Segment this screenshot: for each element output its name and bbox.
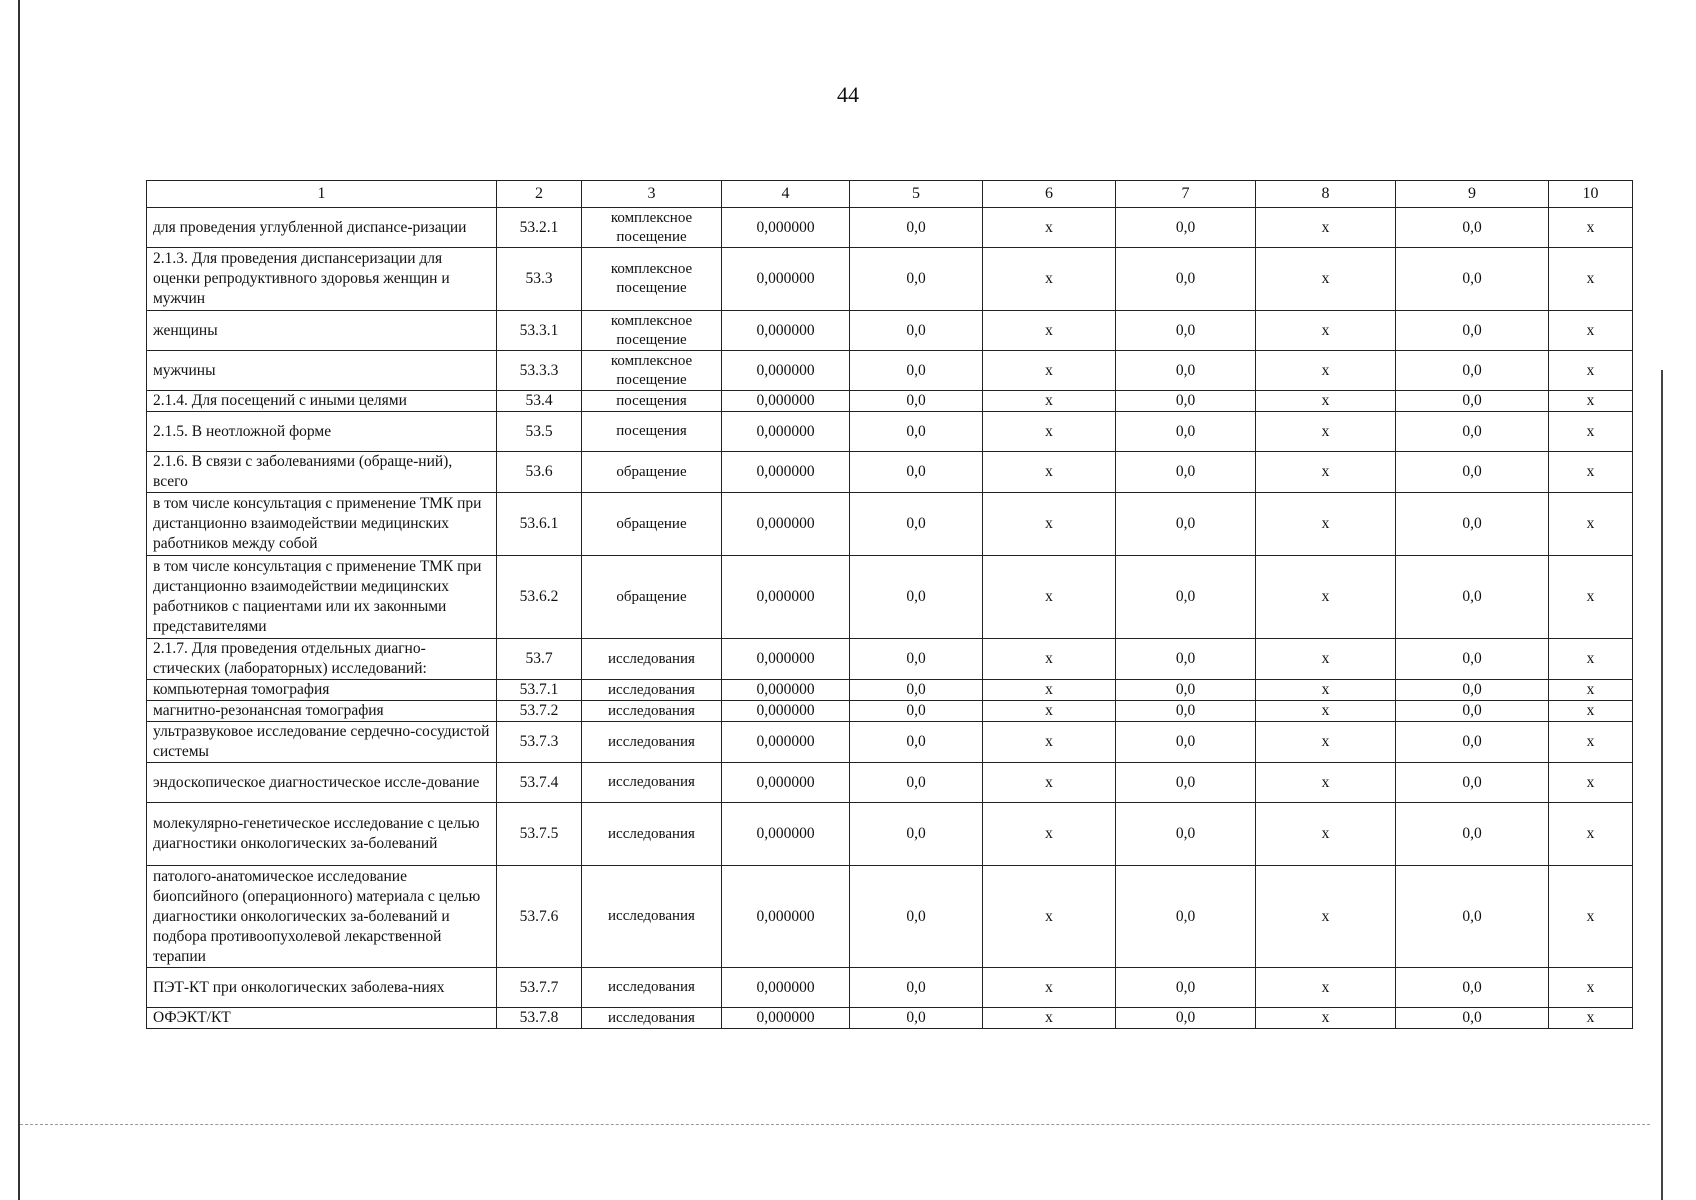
row-unit-cell: исследования [582, 639, 722, 680]
row-col10-cell: х [1549, 311, 1633, 351]
row-col7-cell: 0,0 [1116, 556, 1256, 639]
row-col6-cell: х [983, 391, 1116, 412]
row-col10-cell: х [1549, 722, 1633, 763]
row-col7-cell: 0,0 [1116, 866, 1256, 968]
row-code-cell: 53.7.5 [497, 803, 582, 866]
row-col9-cell: 0,0 [1396, 701, 1549, 722]
row-name-cell: в том числе консультация с применение ТМК при дистанционно взаимодействии медицинских работников с пациентами или их законными представителями [147, 556, 497, 639]
row-code-cell: 53.2.1 [497, 208, 582, 248]
row-col7-cell: 0,0 [1116, 722, 1256, 763]
row-col8-cell: х [1256, 866, 1396, 968]
column-header-2: 2 [497, 181, 582, 208]
table-row [147, 311, 1633, 351]
row-col4-cell: 0,000000 [722, 351, 850, 391]
row-name-cell: ОФЭКТ/КТ [147, 1008, 497, 1029]
row-code-cell: 53.7 [497, 639, 582, 680]
row-col7-cell: 0,0 [1116, 391, 1256, 412]
row-col6-cell: х [983, 351, 1116, 391]
row-col8-cell: х [1256, 763, 1396, 803]
row-col10-cell: х [1549, 639, 1633, 680]
row-col4-cell: 0,000000 [722, 493, 850, 556]
row-col5-cell: 0,0 [850, 248, 983, 311]
row-col10-cell: х [1549, 452, 1633, 493]
table-row [147, 763, 1633, 803]
row-col7-cell: 0,0 [1116, 208, 1256, 248]
row-col6-cell: х [983, 763, 1116, 803]
row-unit-cell: исследования [582, 701, 722, 722]
row-name-cell: 2.1.6. В связи с заболеваниями (обраще-ний), всего [147, 452, 497, 493]
table-row [147, 722, 1633, 763]
row-col10-cell: х [1549, 493, 1633, 556]
row-name-cell: ПЭТ-КТ при онкологических заболева-ниях [147, 968, 497, 1008]
right-margin-rule [1661, 370, 1663, 1200]
left-margin-rule [18, 0, 20, 1200]
row-col7-cell: 0,0 [1116, 763, 1256, 803]
row-col5-cell: 0,0 [850, 311, 983, 351]
row-col9-cell: 0,0 [1396, 803, 1549, 866]
row-col5-cell: 0,0 [850, 701, 983, 722]
row-col9-cell: 0,0 [1396, 1008, 1549, 1029]
row-col8-cell: х [1256, 701, 1396, 722]
row-col6-cell: х [983, 803, 1116, 866]
page-number: 44 [837, 82, 859, 107]
column-header-10: 10 [1549, 181, 1633, 208]
row-col10-cell: х [1549, 763, 1633, 803]
table-row [147, 556, 1633, 639]
row-col6-cell: х [983, 1008, 1116, 1029]
row-col8-cell: х [1256, 968, 1396, 1008]
column-header-4: 4 [722, 181, 850, 208]
row-unit-cell: исследования [582, 866, 722, 968]
row-col7-cell: 0,0 [1116, 803, 1256, 866]
row-code-cell: 53.3.1 [497, 311, 582, 351]
row-col5-cell: 0,0 [850, 680, 983, 701]
row-col9-cell: 0,0 [1396, 680, 1549, 701]
column-header-9: 9 [1396, 181, 1549, 208]
row-col6-cell: х [983, 701, 1116, 722]
row-col5-cell: 0,0 [850, 639, 983, 680]
row-unit-cell: исследования [582, 968, 722, 1008]
row-code-cell: 53.7.3 [497, 722, 582, 763]
row-name-cell: мужчины [147, 351, 497, 391]
row-name-cell: патолого-анатомическое исследование биопсийного (операционного) материала с целью диагностики онкологических за-болеваний и подбора противоопухолевой лекарственной терапии [147, 866, 497, 968]
row-col6-cell: х [983, 248, 1116, 311]
row-col7-cell: 0,0 [1116, 452, 1256, 493]
row-code-cell: 53.7.2 [497, 701, 582, 722]
row-col8-cell: х [1256, 493, 1396, 556]
row-col5-cell: 0,0 [850, 763, 983, 803]
row-col9-cell: 0,0 [1396, 866, 1549, 968]
row-code-cell: 53.7.1 [497, 680, 582, 701]
row-col5-cell: 0,0 [850, 866, 983, 968]
row-col4-cell: 0,000000 [722, 208, 850, 248]
row-col9-cell: 0,0 [1396, 452, 1549, 493]
row-col4-cell: 0,000000 [722, 639, 850, 680]
row-col8-cell: х [1256, 1008, 1396, 1029]
table-row [147, 866, 1633, 968]
row-col9-cell: 0,0 [1396, 763, 1549, 803]
row-code-cell: 53.6.2 [497, 556, 582, 639]
row-col5-cell: 0,0 [850, 968, 983, 1008]
row-col5-cell: 0,0 [850, 208, 983, 248]
row-col8-cell: х [1256, 248, 1396, 311]
column-header-8: 8 [1256, 181, 1396, 208]
row-name-cell: женщины [147, 311, 497, 351]
row-col6-cell: х [983, 968, 1116, 1008]
row-name-cell: в том числе консультация с применение ТМК при дистанционно взаимодействии медицинских работников между собой [147, 493, 497, 556]
table-row [147, 680, 1633, 701]
row-code-cell: 53.7.4 [497, 763, 582, 803]
row-name-cell: 2.1.7. Для проведения отдельных диагно-стических (лабораторных) исследований: [147, 639, 497, 680]
row-col4-cell: 0,000000 [722, 722, 850, 763]
row-unit-cell: комплексное посещение [582, 248, 722, 311]
row-col10-cell: х [1549, 803, 1633, 866]
table-row [147, 351, 1633, 391]
row-unit-cell: исследования [582, 722, 722, 763]
row-unit-cell: комплексное посещение [582, 208, 722, 248]
row-unit-cell: исследования [582, 1008, 722, 1029]
row-col10-cell: х [1549, 968, 1633, 1008]
row-col8-cell: х [1256, 680, 1396, 701]
row-col8-cell: х [1256, 391, 1396, 412]
row-unit-cell: обращение [582, 493, 722, 556]
row-col10-cell: х [1549, 208, 1633, 248]
row-col10-cell: х [1549, 701, 1633, 722]
row-col8-cell: х [1256, 639, 1396, 680]
row-col9-cell: 0,0 [1396, 391, 1549, 412]
row-col4-cell: 0,000000 [722, 248, 850, 311]
row-col10-cell: х [1549, 248, 1633, 311]
row-name-cell: компьютерная томография [147, 680, 497, 701]
row-unit-cell: обращение [582, 452, 722, 493]
row-col4-cell: 0,000000 [722, 866, 850, 968]
row-col7-cell: 0,0 [1116, 412, 1256, 452]
row-col4-cell: 0,000000 [722, 556, 850, 639]
row-unit-cell: посещения [582, 391, 722, 412]
row-col5-cell: 0,0 [850, 803, 983, 866]
row-col4-cell: 0,000000 [722, 452, 850, 493]
row-col6-cell: х [983, 412, 1116, 452]
row-col9-cell: 0,0 [1396, 493, 1549, 556]
row-col7-cell: 0,0 [1116, 248, 1256, 311]
footer-scan-line [20, 1124, 1650, 1125]
column-header-5: 5 [850, 181, 983, 208]
row-col6-cell: х [983, 452, 1116, 493]
row-unit-cell: комплексное посещение [582, 311, 722, 351]
row-col5-cell: 0,0 [850, 351, 983, 391]
row-col5-cell: 0,0 [850, 391, 983, 412]
row-name-cell: магнитно-резонансная томография [147, 701, 497, 722]
table-row [147, 803, 1633, 866]
table-row [147, 452, 1633, 493]
row-col8-cell: х [1256, 208, 1396, 248]
row-col4-cell: 0,000000 [722, 763, 850, 803]
row-unit-cell: исследования [582, 803, 722, 866]
row-col9-cell: 0,0 [1396, 722, 1549, 763]
row-code-cell: 53.6 [497, 452, 582, 493]
row-name-cell: 2.1.3. Для проведения диспансеризации для оценки репродуктивного здоровья женщин и мужчин [147, 248, 497, 311]
row-col7-cell: 0,0 [1116, 639, 1256, 680]
row-code-cell: 53.6.1 [497, 493, 582, 556]
table-row [147, 968, 1633, 1008]
row-col8-cell: х [1256, 722, 1396, 763]
row-unit-cell: обращение [582, 556, 722, 639]
row-col9-cell: 0,0 [1396, 412, 1549, 452]
row-col6-cell: х [983, 639, 1116, 680]
row-col8-cell: х [1256, 803, 1396, 866]
row-col10-cell: х [1549, 351, 1633, 391]
row-col6-cell: х [983, 311, 1116, 351]
row-unit-cell: посещения [582, 412, 722, 452]
row-col9-cell: 0,0 [1396, 208, 1549, 248]
table-row [147, 1008, 1633, 1029]
row-col4-cell: 0,000000 [722, 803, 850, 866]
row-col9-cell: 0,0 [1396, 248, 1549, 311]
row-col8-cell: х [1256, 311, 1396, 351]
row-code-cell: 53.7.6 [497, 866, 582, 968]
row-col6-cell: х [983, 493, 1116, 556]
row-col4-cell: 0,000000 [722, 1008, 850, 1029]
row-unit-cell: комплексное посещение [582, 351, 722, 391]
row-col7-cell: 0,0 [1116, 351, 1256, 391]
row-col10-cell: х [1549, 556, 1633, 639]
row-unit-cell: исследования [582, 680, 722, 701]
row-col9-cell: 0,0 [1396, 311, 1549, 351]
table-row [147, 701, 1633, 722]
row-col9-cell: 0,0 [1396, 351, 1549, 391]
row-col5-cell: 0,0 [850, 722, 983, 763]
row-unit-cell: исследования [582, 763, 722, 803]
row-name-cell: эндоскопическое диагностическое иссле-дование [147, 763, 497, 803]
row-col9-cell: 0,0 [1396, 968, 1549, 1008]
row-col8-cell: х [1256, 452, 1396, 493]
row-col5-cell: 0,0 [850, 452, 983, 493]
row-col4-cell: 0,000000 [722, 968, 850, 1008]
row-col6-cell: х [983, 722, 1116, 763]
row-name-cell: 2.1.4. Для посещений с иными целями [147, 391, 497, 412]
row-col7-cell: 0,0 [1116, 701, 1256, 722]
row-col4-cell: 0,000000 [722, 412, 850, 452]
table-row [147, 639, 1633, 680]
row-col10-cell: х [1549, 391, 1633, 412]
row-name-cell: молекулярно-генетическое исследование с целью диагностики онкологических за-болеваний [147, 803, 497, 866]
column-header-3: 3 [582, 181, 722, 208]
table-row [147, 248, 1633, 311]
row-col7-cell: 0,0 [1116, 680, 1256, 701]
table-row [147, 391, 1633, 412]
row-col10-cell: х [1549, 412, 1633, 452]
row-code-cell: 53.4 [497, 391, 582, 412]
row-col7-cell: 0,0 [1116, 311, 1256, 351]
row-col10-cell: х [1549, 680, 1633, 701]
row-col9-cell: 0,0 [1396, 639, 1549, 680]
table-row [147, 208, 1633, 248]
row-name-cell: для проведения углубленной диспансе-ризации [147, 208, 497, 248]
row-col9-cell: 0,0 [1396, 556, 1549, 639]
row-code-cell: 53.7.8 [497, 1008, 582, 1029]
row-col7-cell: 0,0 [1116, 968, 1256, 1008]
row-name-cell: 2.1.5. В неотложной форме [147, 412, 497, 452]
row-code-cell: 53.3.3 [497, 351, 582, 391]
row-col8-cell: х [1256, 412, 1396, 452]
column-header-1: 1 [147, 181, 497, 208]
row-code-cell: 53.5 [497, 412, 582, 452]
row-col5-cell: 0,0 [850, 412, 983, 452]
row-col10-cell: х [1549, 866, 1633, 968]
row-code-cell: 53.7.7 [497, 968, 582, 1008]
row-col8-cell: х [1256, 351, 1396, 391]
row-col5-cell: 0,0 [850, 556, 983, 639]
row-col4-cell: 0,000000 [722, 391, 850, 412]
row-col10-cell: х [1549, 1008, 1633, 1029]
row-code-cell: 53.3 [497, 248, 582, 311]
row-col7-cell: 0,0 [1116, 1008, 1256, 1029]
row-col4-cell: 0,000000 [722, 311, 850, 351]
row-col6-cell: х [983, 556, 1116, 639]
column-header-6: 6 [983, 181, 1116, 208]
column-header-7: 7 [1116, 181, 1256, 208]
row-col7-cell: 0,0 [1116, 493, 1256, 556]
data-table [146, 180, 1633, 1029]
table-row [147, 412, 1633, 452]
row-col6-cell: х [983, 208, 1116, 248]
row-col4-cell: 0,000000 [722, 680, 850, 701]
row-col8-cell: х [1256, 556, 1396, 639]
row-col6-cell: х [983, 866, 1116, 968]
table-header-row [147, 181, 1633, 208]
row-name-cell: ультразвуковое исследование сердечно-сосудистой системы [147, 722, 497, 763]
table-row [147, 493, 1633, 556]
row-col5-cell: 0,0 [850, 1008, 983, 1029]
row-col6-cell: х [983, 680, 1116, 701]
row-col4-cell: 0,000000 [722, 701, 850, 722]
row-col5-cell: 0,0 [850, 493, 983, 556]
